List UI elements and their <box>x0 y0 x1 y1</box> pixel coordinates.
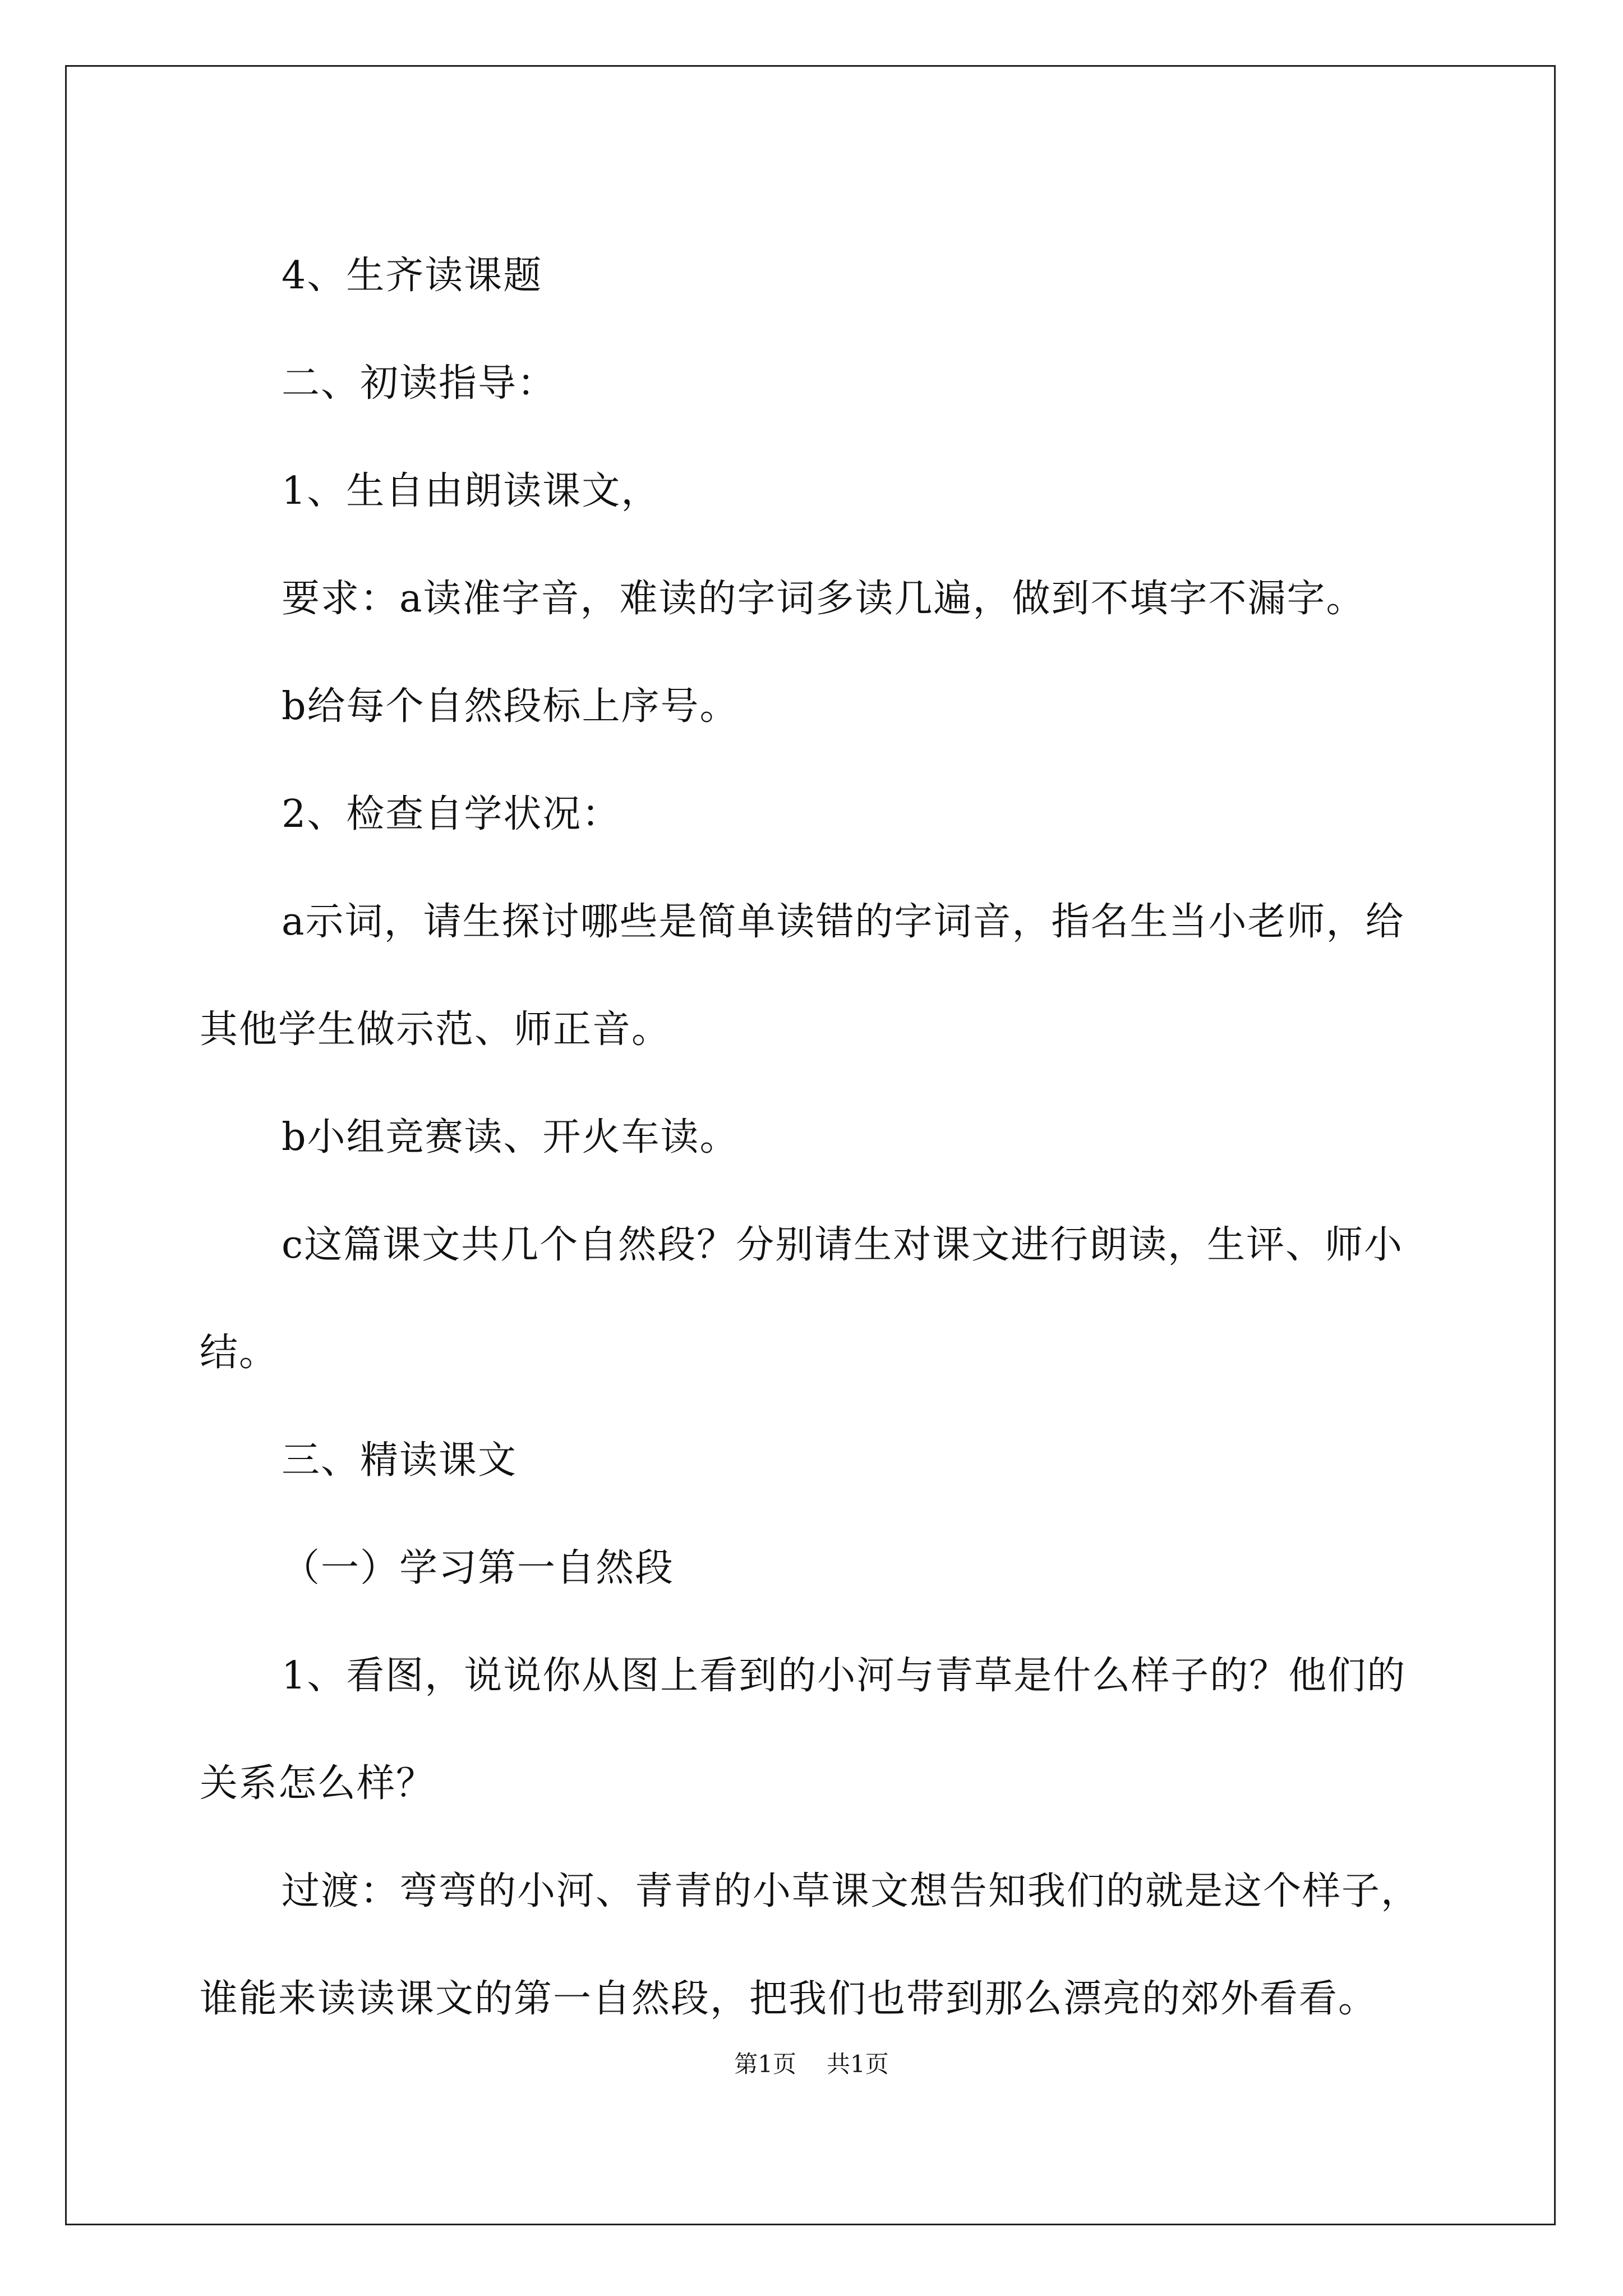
page-footer <box>0 2047 1623 2081</box>
paragraph: 2、检查自学状况： <box>282 792 621 836</box>
paragraph: 过渡：弯弯的小河、青青的小草课文想告知我们的就是这个样子，谁能来读读课文的第一自然段，把我们也带到那么漂亮的郊外看看。 <box>200 1869 1421 2021</box>
document-body <box>200 222 1437 2053</box>
paragraph: 1、生自由朗读课文， <box>282 469 661 513</box>
paragraph: b给每个自然段标上序号。 <box>282 684 739 729</box>
paragraph: 要求：a读准字音，难读的字词多读几遍，做到不填字不漏字。 <box>282 577 1366 621</box>
page-total: 共1页 <box>827 2050 889 2078</box>
paragraph: 1、看图，说说你从图上看到的小河与青草是什么样子的？他们的关系怎么样？ <box>200 1654 1407 1806</box>
paragraph: a示词，请生探讨哪些是简单读错的字词音，指名生当小老师，给其他学生做示范、师正音。 <box>200 900 1405 1052</box>
section-heading: 二、初读指导： <box>282 361 557 406</box>
page-number: 第1页 <box>734 2050 796 2078</box>
paragraph: b小组竞赛读、开火车读。 <box>282 1115 739 1159</box>
paragraph: 4、生齐读课题 <box>282 254 543 298</box>
subsection-heading: （一）学习第一自然段 <box>282 1546 675 1590</box>
paragraph: c这篇课文共几个自然段？分别请生对课文进行朗读，生评、师小结。 <box>200 1223 1404 1375</box>
section-heading: 三、精读课文 <box>282 1438 518 1483</box>
